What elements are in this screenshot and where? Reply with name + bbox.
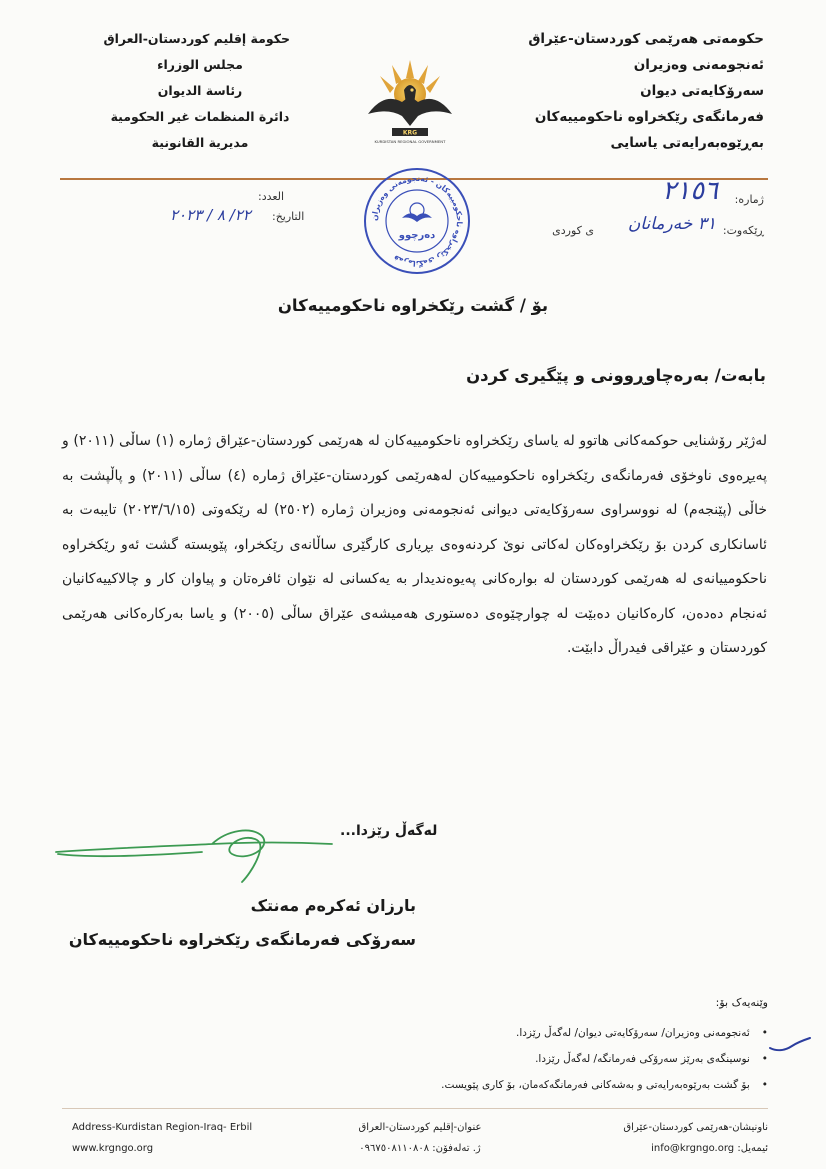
svg-text:KURDISTAN REGIONAL GOVERNMENT: KURDISTAN REGIONAL GOVERNMENT (374, 139, 446, 144)
handwritten-signature (52, 822, 352, 886)
check-mark-icon (768, 1036, 812, 1054)
svg-text:دەرچوو: دەرچوو (398, 230, 436, 241)
header-ar-line-5: مديرية القانونية (151, 135, 249, 150)
svg-text:KRG: KRG (402, 129, 418, 137)
date-label-ku: ڕێکەوت: (722, 224, 764, 237)
signatory-title: سەرۆکی فەرمانگەی رێکخراوە ناحکومییەکان (68, 930, 416, 949)
number-value: ٢١٥٦ (662, 176, 718, 206)
header-ku-line-2: ئەنجومەنی وەزیران (633, 57, 764, 73)
header-ku-line-5: بەڕێوەبەرایەتی یاسایی (610, 135, 764, 151)
svg-text:فەرمانگەی رێکخراوە ناحکومییەکا: فەرمانگەی رێکخراوە ناحکومییەکان - ئەنجومەنی وەزیران (369, 173, 465, 269)
cc-item: • بۆ گشت بەرێوەبەرایەتی و بەشەکانی فەرمانگەکەمان، بۆ کاری پێویست. (348, 1072, 768, 1098)
date-label-ar: التاريخ: (272, 210, 305, 223)
footer-website: www.krgngo.org (72, 1143, 154, 1154)
header-ku-line-3: سەرۆکایەتی دیوان (640, 83, 764, 99)
cc-item: • نوسینگەی بەرێز سەرۆکی فەرمانگە/ لەگەڵ رێزدا. (348, 1046, 768, 1072)
header-ku-line-4: فەرمانگەی رێکخراوە ناحکومییەکان (534, 109, 764, 125)
footer-address-en: Address-Kurdistan Region-Iraq- Erbil (72, 1122, 253, 1133)
footer-email: ئیمەیل: info@krgngo.org (651, 1143, 768, 1154)
header-ar-line-1: حكومة إقليم كوردستان-العراق (103, 31, 290, 46)
number-label-ku: ژمارە: (734, 193, 764, 206)
header-arabic (103, 26, 290, 156)
footer-address-ku: ناونیشان-هەرێمی کوردستان-عێراق (623, 1122, 768, 1133)
header-ar-line-2: مجلس الوزراء (157, 57, 243, 72)
header-ar-line-3: رئاسة الديوان (157, 83, 243, 98)
closing-line: لەگەڵ رێزدا... (340, 823, 438, 839)
date-suffix-ku: ی کوردی (552, 224, 594, 237)
footer-phone: ژ. تەلەفۆن: ٠٩٦٧٥٠٨١١٠٨٠٨ (359, 1143, 481, 1154)
stamp-emblem-icon (402, 203, 432, 222)
footer-divider (62, 1108, 768, 1109)
header-ku-line-1: حکومەتی هەرێمی کوردستان-عێراق (528, 31, 764, 47)
number-label-ar: العدد: (258, 190, 285, 203)
date-value-ku: ٣١ خەرمانان (627, 214, 716, 234)
header-ar-line-4: دائرة المنظمات غير الحكومية (110, 109, 290, 124)
cc-item: • ئەنجومەنی وەزیران/ سەرۆکایەتی دیوان/ لەگەڵ رێزدا. (348, 1020, 768, 1046)
cc-heading: وێنەیەک بۆ: (715, 996, 768, 1009)
official-stamp (362, 166, 472, 276)
footer-address-ar: عنوان-إقليم كوردستان-العراق (358, 1122, 482, 1133)
letter-body: لەژێر رۆشنایی حوکمەکانی هاتوو لە یاسای رێکخراوە ناحکومییەکان لە هەرێمی کوردستان-عێراق ژمارە (١) ساڵی (٢٠١١) و پەیڕەوی ناوخۆی فەرمانگەی رێکخراوە ناحکومییەکان لەهەرێمی کوردستان-عێراق ژمارە (٤) ساڵی (٢٠١١) و پاڵپشت بە خاڵی (پێنجەم) لە نووسراوی سەرۆکایەتی دیوانی ئەنجومەنی وەزیران ژمارە (٢٥٠٢) لە رێکەوتی (٢٠٢٣/٦/١٥) تایبەت بە ئاسانکاری کردن بۆ رێکخراوەکان لەکاتی نوێ کردنەوەی بڕیاری کارگێری ساڵانەی رێکخراو، پێویستە گشت ئەو رێکخراوە ناحکومییانەی لە هەرێمی کوردستان لە بوارەکانی پەیوەندیدار بە یەکسانی لە نێوان ئافرەتان و پیاوان کار و چالاکییەکانیان ئەنجام دەدەن، کارەکانیان دەبێت لە چوارچێوەی دەستوری هەمیشەی عێراق ساڵی (٢٠٠٥) و یاسا بەرکارەکانی هەرێمی کوردستان و عێراقی فیدراڵ دابێت. (62, 433, 767, 656)
signatory-name: بارزان ئەکرەم مەنتک (250, 896, 416, 915)
date-value-ar: ٢٢/ ٨ / ٢٠٢٣ (170, 206, 251, 224)
recipient-line: بۆ / گشت رێکخراوە ناحکومییەکان (277, 296, 549, 315)
cc-list (348, 1020, 768, 1098)
header-kurdish (504, 26, 764, 156)
subject-line: بابەت/ بەرەچاوڕوونی و پێگیری کردن (466, 366, 766, 385)
krg-eagle-logo (362, 56, 458, 146)
